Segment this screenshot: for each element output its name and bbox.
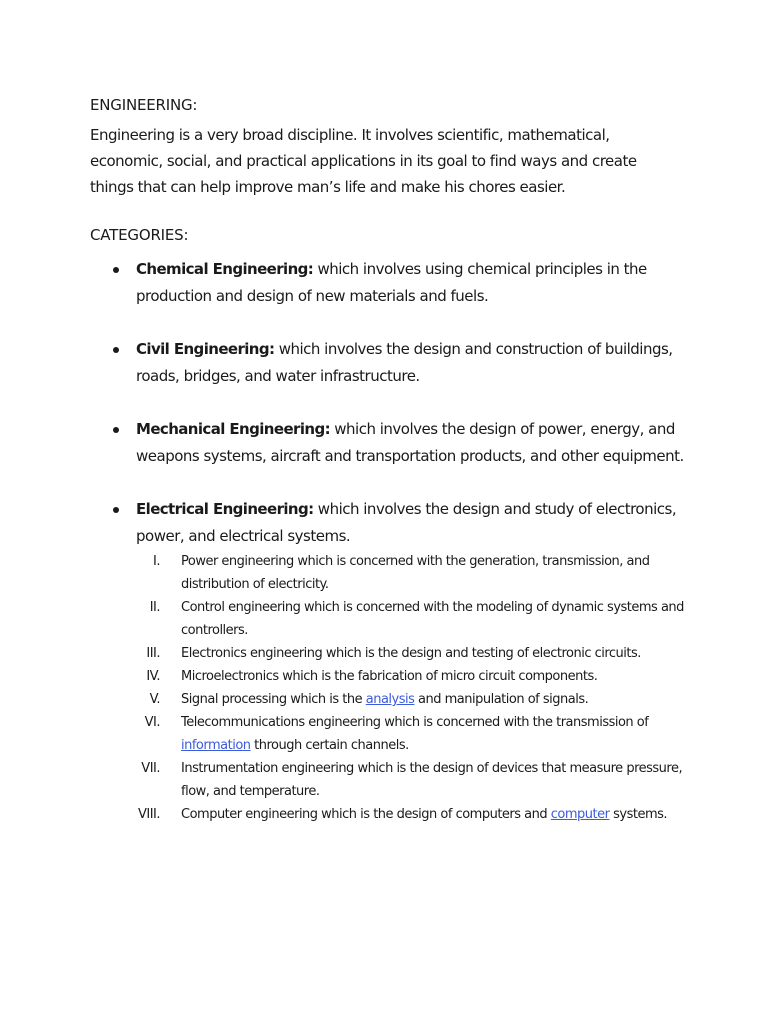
- list-item: [136, 596, 690, 642]
- category-description: which involves the design and construction of buildings, roads, bridges, and water infrastructure.: [136, 340, 673, 385]
- list-item-text: Microelectronics which is the fabrication of micro circuit components.: [181, 669, 598, 684]
- category-chemical: [90, 256, 690, 310]
- category-description: which involves the design of power, energy, and weapons systems, aircraft and transportation products, and other equipment.: [136, 420, 684, 465]
- category-electrical: [90, 496, 690, 826]
- document-page: [90, 92, 690, 852]
- list-item-text-after: and manipulation of signals.: [414, 692, 589, 707]
- list-item-text: Signal processing which is the: [181, 692, 366, 707]
- roman-numeral: I.: [153, 554, 160, 569]
- list-item-text-after: systems.: [609, 807, 668, 822]
- list-item-text-after: through certain channels.: [250, 738, 409, 753]
- category-name: Chemical Engineering:: [136, 260, 314, 278]
- list-item: [136, 757, 690, 803]
- bullet-icon: [113, 267, 119, 273]
- list-item: [136, 803, 690, 826]
- list-item-text: Control engineering which is concerned with the modeling of dynamic systems and controllers.: [181, 600, 684, 638]
- category-name: Electrical Engineering:: [136, 500, 314, 518]
- list-item-text: Electronics engineering which is the design and testing of electronic circuits.: [181, 646, 641, 661]
- roman-numeral: III.: [146, 646, 160, 661]
- category-civil: [90, 336, 690, 390]
- category-description: which involves using chemical principles in the production and design of new materials and fuels.: [136, 260, 647, 305]
- roman-numeral: IV.: [146, 669, 160, 684]
- list-item: [136, 665, 690, 688]
- list-item-text: Telecommunications engineering which is concerned with the transmission of: [181, 715, 649, 730]
- computer-link[interactable]: computer: [550, 807, 610, 822]
- list-item: [136, 688, 690, 711]
- list-item: [136, 642, 690, 665]
- information-link[interactable]: information: [181, 738, 251, 753]
- list-item-text: Computer engineering which is the design of computers and: [181, 807, 551, 822]
- roman-numeral: VII.: [141, 761, 160, 776]
- category-mechanical: [90, 416, 690, 470]
- bullet-icon: [113, 507, 119, 513]
- category-description: which involves the design and study of electronics, power, and electrical systems.: [136, 500, 677, 545]
- bullet-icon: [113, 347, 119, 353]
- category-name: Mechanical Engineering:: [136, 420, 330, 438]
- list-item-text: Power engineering which is concerned with the generation, transmission, and distribution of electricity.: [181, 554, 650, 592]
- roman-numeral: II.: [149, 600, 160, 615]
- roman-numeral: VI.: [144, 715, 160, 730]
- intro-paragraph: Engineering is a very broad discipline. It involves scientific, mathematical, economic, social, and practical applications in its goal to find ways and create things that can help improve man’s life and make his chores easier.: [90, 126, 637, 196]
- categories-heading: CATEGORIES:: [90, 226, 189, 244]
- roman-numeral: VIII.: [137, 807, 160, 822]
- category-name: Civil Engineering:: [136, 340, 275, 358]
- list-item: [136, 550, 690, 596]
- engineering-heading: ENGINEERING:: [90, 96, 198, 114]
- list-item: [136, 711, 690, 757]
- analysis-link[interactable]: analysis: [365, 692, 415, 707]
- categories-list: [90, 256, 690, 826]
- electrical-subcategories-list: [136, 550, 690, 826]
- roman-numeral: V.: [149, 692, 160, 707]
- bullet-icon: [113, 427, 119, 433]
- list-item-text: Instrumentation engineering which is the design of devices that measure pressure, flow, and temperature.: [181, 761, 683, 799]
